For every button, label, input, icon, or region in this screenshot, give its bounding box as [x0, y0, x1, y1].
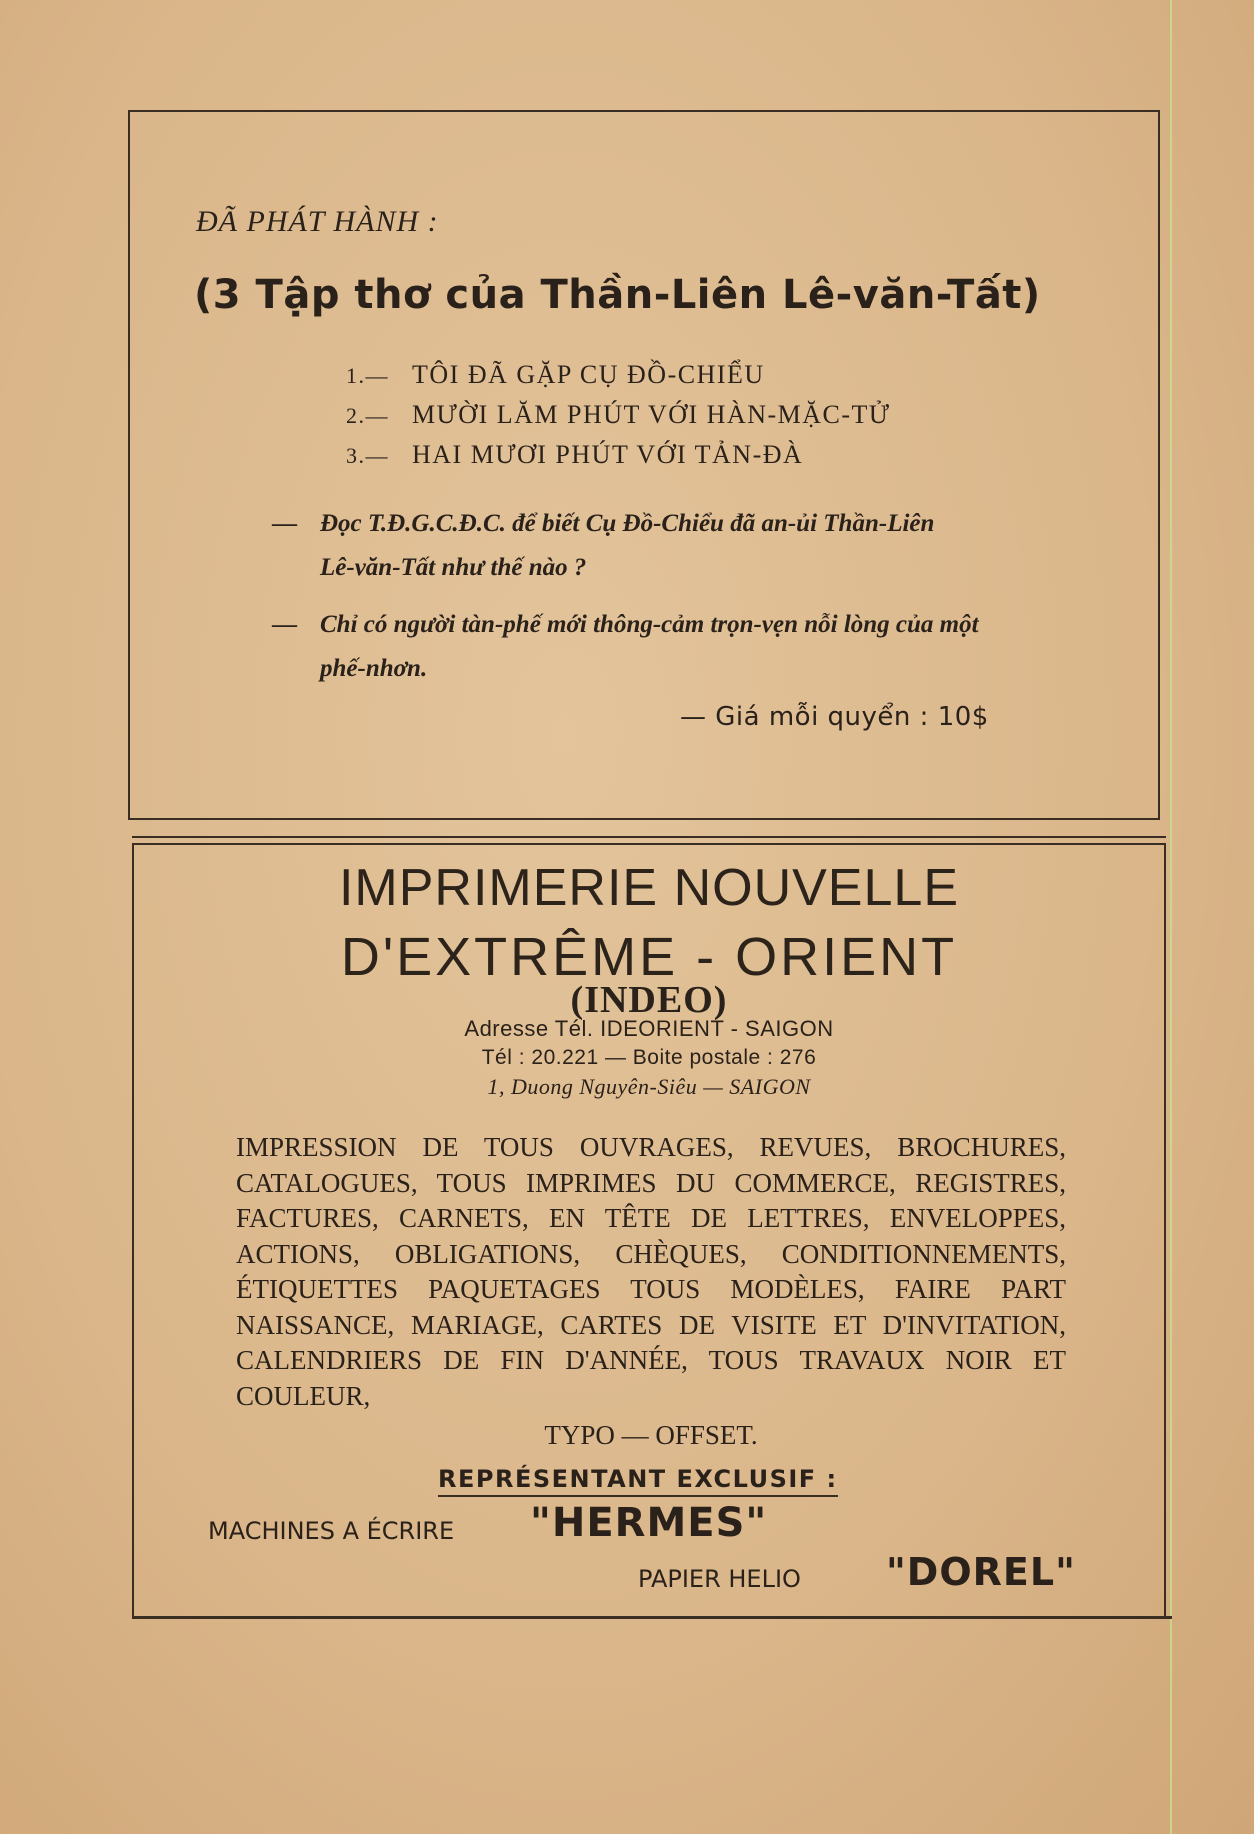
list-item — [346, 360, 891, 400]
note-line: phế-nhơn. — [320, 655, 428, 682]
item-number: 1.— — [346, 363, 389, 388]
item-title: TÔI ĐÃ GẶP CỤ ĐỒ-CHIỂU — [412, 360, 765, 389]
note-dash: — — [272, 510, 297, 537]
item-number: 3.— — [346, 443, 389, 468]
services-list: IMPRESSION DE TOUS OUVRAGES, REVUES, BROCHURES, CATALOGUES, TOUS IMPRIMES DU COMMERCE, REGISTRES, FACTURES, CARNETS, EN TÊTE DE LETTRES, ENVELOPPES, ACTIONS, OBLIGATIONS, CHÈQUES, CONDITIONNEMENTS, ÉTIQUETTES PAQUETAGES TOUS MODÈLES, FAIRE PART NAISSANCE, MARIAGE, CARTES DE VISITE ET D'INVITATION, CALENDRIERS DE FIN D'ANNÉE, TOUS TRAVAUX NOIR ET COULEUR, — [236, 1132, 1066, 1411]
item-number: 2.— — [346, 403, 389, 428]
item-title: MƯỜI LĂM PHÚT VỚI HÀN-MẶC-TỬ — [412, 400, 891, 429]
divider — [132, 836, 1166, 838]
services-last-line: TYPO — OFFSET. — [544, 1420, 758, 1450]
note-dash: — — [272, 611, 297, 638]
price: — Giá mỗi quyển : 10$ — [680, 702, 989, 732]
company-name-line2: D'EXTRÊME - ORIENT — [340, 927, 958, 987]
company-abbreviation: (INDEO) — [570, 979, 728, 1021]
note-line: Chỉ có người tàn-phế mới thông-cảm trọn-vẹn nỗi lòng của một — [320, 611, 979, 638]
machines-label: MACHINES A ÉCRIRE — [208, 1517, 455, 1545]
table-of-contents — [346, 360, 891, 480]
company-phone: Tél : 20.221 — Boite postale : 276 — [481, 1046, 817, 1069]
book-title: (3 Tập thơ của Thần-Liên Lê-văn-Tất) — [194, 272, 1041, 318]
company-street: 1, Duong Nguyên-Siêu — SAIGON — [487, 1074, 811, 1099]
note-line: Đọc T.Đ.G.C.Đ.C. để biết Cụ Đồ-Chiểu đã an-ủi Thần-Liên — [320, 510, 935, 537]
item-title: HAI MƯƠI PHÚT VỚI TẢN-ĐÀ — [412, 440, 804, 469]
machines-brand: "HERMES" — [530, 1500, 768, 1546]
list-item — [346, 400, 891, 440]
paper-brand: "DOREL" — [886, 1550, 1076, 1594]
note-paragraph — [272, 603, 1092, 691]
company-name-line1: IMPRIMERIE NOUVELLE — [338, 859, 960, 917]
note-line: Lê-văn-Tất như thế nào ? — [320, 554, 587, 581]
list-item — [346, 440, 891, 480]
note-paragraph — [272, 502, 1092, 590]
fold-line — [1170, 0, 1172, 1834]
released-label: ĐÃ PHÁT HÀNH : — [196, 205, 439, 238]
paper-label: PAPIER HELIO — [638, 1565, 801, 1593]
representative-heading: REPRÉSENTANT EXCLUSIF : — [438, 1465, 838, 1497]
divider — [132, 1616, 1172, 1619]
company-address: Adresse Tél. IDEORIENT - SAIGON — [464, 1016, 834, 1041]
